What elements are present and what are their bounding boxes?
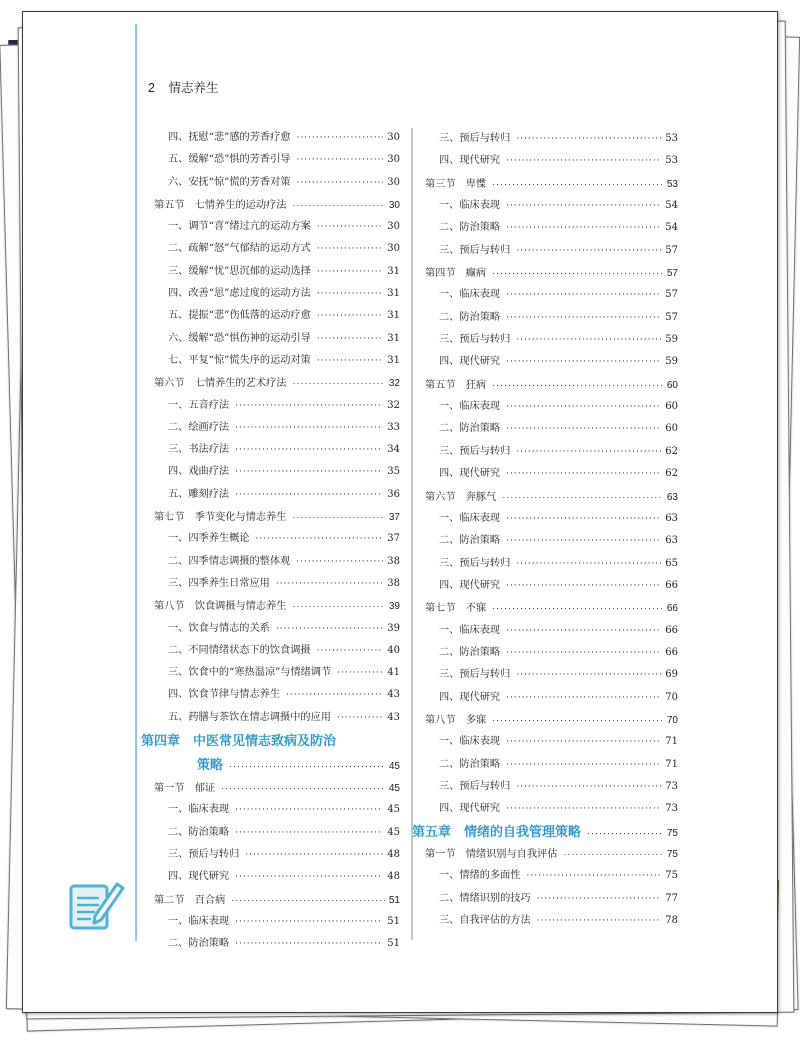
leader-dots (296, 172, 383, 194)
toc-item-row[interactable] (154, 238, 400, 260)
entry-title: 四、现代研究 (168, 871, 230, 883)
leader-dots (516, 776, 661, 798)
leader-dots (506, 195, 661, 217)
page-ref: 48 (387, 848, 400, 860)
entry-title: 第八节 饮食调摄与情志养生 (154, 601, 287, 613)
page-ref: 31 (387, 310, 400, 322)
leader-dots (516, 441, 661, 463)
page-ref: 75 (666, 849, 678, 860)
entry-title: 三、四季养生日常应用 (168, 577, 270, 589)
toc-item-row[interactable] (425, 553, 678, 575)
leader-dots (317, 216, 383, 238)
page-ref: 71 (665, 758, 678, 770)
entry-title: 三、自我评估的方法 (439, 915, 531, 927)
entry-title: 第一节 郁证 (154, 783, 216, 795)
toc-item-row[interactable] (154, 640, 400, 662)
leader-dots (317, 350, 383, 372)
page-ref: 75 (666, 827, 678, 839)
toc-item-row[interactable] (154, 172, 400, 194)
toc-item-row[interactable] (154, 484, 400, 506)
entry-title: 三、书法疗法 (168, 444, 230, 456)
entry-title: 六、安抚“惊”慌的芳香对策 (168, 176, 291, 188)
entry-title: 二、四季情志调摄的整体观 (168, 555, 291, 567)
page-ref: 45 (388, 761, 400, 773)
page-ref: 57 (666, 268, 678, 280)
notebook-pencil-icon (65, 872, 127, 934)
toc-section-row[interactable] (154, 889, 400, 911)
entry-title: 三、预后与转归 (439, 557, 511, 569)
entry-title: 第一节 情绪识别与自我评估 (425, 849, 558, 860)
page-ref: 37 (388, 512, 400, 524)
leader-dots (516, 553, 661, 575)
leader-dots (506, 508, 661, 530)
entry-title: 第六节 七情养生的艺术疗法 (154, 378, 287, 390)
leader-dots (276, 573, 383, 595)
toc-item-row[interactable] (154, 551, 400, 573)
page-ref: 31 (387, 265, 400, 277)
toc-section-row[interactable] (154, 595, 400, 617)
page-ref: 35 (387, 466, 400, 478)
chapter-heading[interactable] (141, 729, 400, 753)
leader-dots (286, 684, 383, 706)
entry-title: 二、绘画疗法 (168, 421, 230, 433)
chapter-title: 第四章 中医常见情志致病及防治 (141, 733, 337, 749)
leader-dots (235, 911, 383, 933)
page-ref: 73 (665, 780, 678, 792)
toc-page (22, 11, 778, 1013)
entry-title: 四、现代研究 (439, 356, 501, 368)
entry-title: 二、防治策略 (439, 423, 501, 435)
page-ref: 51 (388, 894, 400, 906)
entry-title: 第八节 多寐 (425, 714, 487, 726)
leader-dots (235, 933, 383, 955)
page-ref: 63 (665, 535, 678, 547)
entry-title: 四、现代研究 (439, 691, 501, 703)
toc-item-row[interactable] (154, 395, 400, 417)
page-ref: 57 (665, 311, 678, 323)
toc-item-row[interactable] (425, 463, 678, 485)
leader-dots (292, 595, 384, 617)
entry-title: 第七节 季节变化与情志养生 (154, 512, 287, 524)
leader-dots (506, 463, 661, 485)
page-ref: 31 (387, 288, 400, 300)
leader-dots (587, 822, 663, 844)
leader-dots (317, 261, 383, 283)
toc-item-row[interactable] (154, 127, 400, 149)
column-divider (411, 128, 413, 940)
entry-title: 第三节 卑惵 (425, 178, 487, 190)
page-ref: 60 (665, 423, 678, 435)
toc-section-row[interactable] (154, 194, 400, 216)
page-ref: 36 (387, 488, 400, 500)
leader-dots (292, 506, 384, 528)
toc-item-row[interactable] (154, 844, 400, 866)
entry-title: 三、预后与转归 (439, 244, 511, 256)
entry-title: 四、抚慰“悲”感的芳香疗愈 (168, 132, 291, 143)
page-ref: 70 (665, 691, 678, 703)
leader-dots (516, 329, 661, 351)
leader-dots (506, 217, 661, 239)
toc-item-row[interactable] (154, 417, 400, 439)
page-ref: 30 (387, 154, 400, 166)
entry-title: 五、雕刻疗法 (168, 488, 230, 500)
toc-item-row[interactable] (154, 283, 400, 305)
entry-title: 一、临床表现 (439, 624, 501, 636)
entry-title: 二、疏解“怒”气郁结的运动方式 (168, 243, 311, 255)
leader-dots (337, 707, 383, 729)
entry-title: 一、临床表现 (439, 200, 501, 212)
entry-title: 第五节 狂病 (425, 379, 487, 391)
leader-dots (492, 262, 663, 284)
chapter-title-cont: 策略 (197, 757, 224, 773)
entry-title: 一、临床表现 (439, 512, 501, 524)
leader-dots (506, 754, 661, 776)
page-ref: 70 (666, 714, 678, 726)
toc-item-row[interactable] (425, 754, 678, 776)
toc-section-row[interactable] (425, 709, 678, 731)
toc-item-row[interactable] (425, 240, 678, 262)
entry-title: 四、现代研究 (439, 155, 501, 167)
leader-dots (516, 664, 661, 686)
leader-dots (537, 910, 662, 932)
toc-item-row[interactable] (425, 687, 678, 709)
page-ref: 54 (665, 222, 678, 234)
leader-dots (506, 150, 661, 172)
leader-dots (235, 866, 383, 888)
entry-title: 一、临床表现 (168, 804, 230, 816)
leader-dots (235, 461, 383, 483)
toc-item-row[interactable] (154, 461, 400, 483)
leader-dots (502, 486, 663, 508)
toc-item-row[interactable] (425, 441, 678, 463)
entry-title: 三、饮食中的“寒热温凉”与情绪调节 (168, 667, 332, 679)
page-ref: 69 (665, 669, 678, 681)
running-header (148, 78, 218, 96)
toc-section-row[interactable] (425, 486, 678, 508)
leader-dots (296, 127, 383, 149)
page-ref: 38 (387, 555, 400, 567)
toc-item-row[interactable] (154, 822, 400, 844)
page-ref: 45 (388, 783, 400, 795)
toc-item-row[interactable] (154, 799, 400, 821)
leader-dots (235, 484, 383, 506)
page-ref: 31 (387, 354, 400, 366)
page-ref: 53 (665, 155, 678, 167)
leader-dots (317, 328, 383, 350)
leader-dots (506, 418, 661, 440)
toc-item-row[interactable] (425, 329, 678, 351)
toc-item-row[interactable] (154, 707, 400, 729)
toc-item-row[interactable] (425, 888, 678, 910)
toc-item-row[interactable] (425, 418, 678, 440)
page-ref: 65 (665, 557, 678, 569)
page-ref: 39 (387, 622, 400, 634)
entry-title: 一、临床表现 (168, 915, 230, 927)
entry-title: 五、提振“悲”伤低落的运动疗愈 (168, 310, 311, 322)
page-ref: 30 (387, 176, 400, 188)
toc-item-row[interactable] (154, 305, 400, 327)
leader-dots (235, 395, 383, 417)
book-title: 情志养生 (168, 81, 219, 95)
entry-title: 二、防治策略 (439, 646, 501, 658)
leader-dots (245, 844, 383, 866)
toc-item-row[interactable] (425, 798, 678, 820)
leader-dots (506, 642, 661, 664)
page-ref: 32 (388, 378, 400, 390)
leader-dots (231, 889, 385, 911)
entry-title: 二、不同情绪状态下的饮食调摄 (168, 644, 311, 656)
toc-item-row[interactable] (154, 618, 400, 640)
chapter-heading-continued[interactable] (141, 753, 400, 777)
toc-section-row[interactable] (425, 843, 678, 865)
page-ref: 66 (665, 624, 678, 636)
toc-item-row[interactable] (425, 128, 678, 150)
leader-dots (276, 618, 383, 640)
entry-title: 二、防治策略 (439, 311, 501, 323)
entry-title: 二、防治策略 (168, 938, 230, 950)
chapter-title: 第五章 情绪的自我管理策略 (412, 823, 582, 839)
entry-title: 一、情绪的多面性 (439, 870, 521, 882)
page-ref: 38 (387, 577, 400, 589)
toc-item-row[interactable] (425, 731, 678, 753)
toc-item-row[interactable] (154, 328, 400, 350)
leader-dots (506, 530, 661, 552)
toc-item-row[interactable] (154, 684, 400, 706)
leader-dots (506, 687, 661, 709)
page-ref: 75 (665, 870, 678, 882)
entry-title: 一、四季养生概论 (168, 533, 250, 545)
page-ref: 40 (387, 644, 400, 656)
page-ref: 60 (665, 401, 678, 413)
entry-title: 六、缓解“恐”惧伤神的运动引导 (168, 332, 311, 344)
entry-title: 三、预后与转归 (439, 445, 511, 457)
toc-section-row[interactable] (154, 777, 400, 799)
entry-title: 三、预后与转归 (439, 780, 511, 792)
entry-title: 一、调节“喜”绪过亢的运动方案 (168, 221, 311, 233)
page-ref: 31 (387, 332, 400, 344)
page-ref: 43 (387, 689, 400, 701)
toc-item-row[interactable] (425, 865, 678, 887)
page-ref: 59 (665, 334, 678, 346)
page-ref: 53 (666, 178, 678, 190)
page-ref: 51 (387, 938, 400, 950)
leader-dots (221, 777, 385, 799)
page-ref: 60 (666, 379, 678, 391)
entry-title: 四、现代研究 (439, 803, 501, 815)
toc-item-row[interactable] (425, 217, 678, 239)
toc-item-row[interactable] (154, 866, 400, 888)
toc-item-row[interactable] (425, 307, 678, 329)
page-ref: 41 (387, 667, 400, 679)
entry-title: 七、平复“惊”慌失序的运动对策 (168, 354, 311, 366)
leader-dots (337, 662, 383, 684)
page-ref: 62 (665, 445, 678, 457)
toc-item-row[interactable] (154, 573, 400, 595)
entry-title: 二、防治策略 (439, 222, 501, 234)
page-ref: 45 (387, 826, 400, 838)
toc-section-row[interactable] (425, 262, 678, 284)
page-ref: 30 (387, 243, 400, 255)
toc-item-row[interactable] (425, 195, 678, 217)
entry-title: 一、饮食与情志的关系 (168, 622, 270, 634)
toc-item-row[interactable] (425, 150, 678, 172)
entry-title: 三、预后与转归 (439, 669, 511, 681)
toc-item-row[interactable] (425, 396, 678, 418)
page-ref: 66 (666, 603, 678, 615)
page-ref: 43 (387, 711, 400, 723)
entry-title: 第四节 癫病 (425, 268, 487, 280)
page-ref: 30 (387, 132, 400, 143)
page-ref: 73 (665, 803, 678, 815)
leader-dots (317, 283, 383, 305)
entry-title: 五、缓解“恐”惧的芳香引导 (168, 154, 291, 166)
leader-dots (492, 173, 663, 195)
entry-title: 三、预后与转归 (439, 133, 511, 144)
entry-title: 四、饮食节律与情志养生 (168, 689, 281, 701)
page-ref: 53 (665, 133, 678, 144)
leader-dots (317, 238, 383, 260)
leader-dots (527, 865, 662, 887)
leader-dots (235, 799, 383, 821)
toc-item-row[interactable] (425, 620, 678, 642)
entry-title: 第五节 七情养生的运动疗法 (154, 199, 287, 211)
toc-item-row[interactable] (154, 439, 400, 461)
toc-column-right (412, 128, 678, 932)
leader-dots (235, 417, 383, 439)
toc-item-row[interactable] (154, 216, 400, 238)
entry-title: 一、临床表现 (439, 289, 501, 301)
leader-dots (292, 372, 384, 394)
leader-dots (563, 843, 662, 865)
leader-dots (537, 888, 662, 910)
leader-dots (492, 374, 663, 396)
page-ref: 51 (387, 915, 400, 927)
leader-dots (492, 597, 663, 619)
toc-item-row[interactable] (154, 933, 400, 955)
page-ref: 66 (665, 646, 678, 658)
entry-title: 五、药膳与茶饮在情志调摄中的应用 (168, 711, 331, 723)
leader-dots (506, 798, 661, 820)
page-ref: 37 (387, 533, 400, 545)
leader-dots (506, 575, 661, 597)
toc-item-row[interactable] (154, 149, 400, 171)
entry-title: 四、戏曲疗法 (168, 466, 230, 478)
leader-dots (506, 351, 661, 373)
page-ref: 63 (666, 491, 678, 503)
leader-dots (292, 194, 384, 216)
toc-item-row[interactable] (425, 642, 678, 664)
leader-dots (296, 551, 383, 573)
toc-section-row[interactable] (154, 506, 400, 528)
page-ref: 34 (387, 444, 400, 456)
toc-item-row[interactable] (425, 910, 678, 932)
margin-rule (135, 24, 137, 941)
toc-item-row[interactable] (154, 911, 400, 933)
leader-dots (296, 149, 383, 171)
leader-dots (492, 709, 663, 731)
toc-column-left (141, 127, 400, 955)
leader-dots (506, 731, 661, 753)
toc-item-row[interactable] (154, 350, 400, 372)
page-ref: 57 (665, 289, 678, 301)
entry-title: 二、情绪识别的技巧 (439, 892, 531, 904)
leader-dots (229, 754, 385, 778)
page-ref: 30 (387, 221, 400, 233)
page-ref: 77 (665, 892, 678, 904)
page-ref: 66 (665, 579, 678, 591)
entry-title: 第二节 百合病 (154, 894, 226, 906)
entry-title: 四、改善“思”虑过度的运动方法 (168, 288, 311, 300)
chapter-heading[interactable] (412, 821, 678, 843)
page-ref: 39 (388, 601, 400, 613)
toc-section-row[interactable] (425, 597, 678, 619)
page-ref: 59 (665, 356, 678, 368)
toc-item-row[interactable] (154, 528, 400, 550)
toc-item-row[interactable] (425, 530, 678, 552)
page-ref: 32 (387, 399, 400, 411)
entry-title: 四、现代研究 (439, 579, 501, 591)
entry-title: 一、五音疗法 (168, 399, 230, 411)
entry-title: 四、现代研究 (439, 468, 501, 480)
toc-item-row[interactable] (154, 662, 400, 684)
leader-dots (506, 620, 661, 642)
entry-title: 一、临床表现 (439, 401, 501, 413)
page-ref: 78 (665, 915, 678, 927)
page-ref: 33 (387, 421, 400, 433)
toc-item-row[interactable] (425, 351, 678, 373)
page-ref: 71 (665, 736, 678, 748)
entry-title: 第七节 不寐 (425, 603, 487, 615)
page-ref: 54 (665, 200, 678, 212)
toc-item-row[interactable] (425, 664, 678, 686)
leader-dots (506, 396, 661, 418)
page-ref: 48 (387, 871, 400, 883)
leader-dots (506, 284, 661, 306)
toc-item-row[interactable] (425, 776, 678, 798)
leader-dots (235, 822, 383, 844)
leader-dots (506, 307, 661, 329)
toc-item-row[interactable] (425, 575, 678, 597)
leader-dots (516, 128, 661, 150)
entry-title: 二、防治策略 (439, 535, 501, 547)
page-number: 2 (148, 81, 155, 95)
page-ref: 30 (388, 199, 400, 211)
leader-dots (317, 640, 384, 662)
toc-section-row[interactable] (425, 374, 678, 396)
entry-title: 第六节 奔豚气 (425, 491, 497, 503)
toc-item-row[interactable] (425, 508, 678, 530)
leader-dots (516, 240, 661, 262)
page-ref: 62 (665, 468, 678, 480)
entry-title: 二、防治策略 (439, 758, 501, 770)
toc-section-row[interactable] (154, 372, 400, 394)
leader-dots (256, 528, 384, 550)
toc-item-row[interactable] (154, 261, 400, 283)
entry-title: 一、临床表现 (439, 736, 501, 748)
page-ref: 45 (387, 804, 400, 816)
entry-title: 二、防治策略 (168, 826, 230, 838)
toc-item-row[interactable] (425, 284, 678, 306)
page-ref: 63 (665, 512, 678, 524)
entry-title: 三、预后与转归 (439, 334, 511, 346)
toc-section-row[interactable] (425, 173, 678, 195)
page-ref: 57 (665, 244, 678, 256)
leader-dots (317, 305, 383, 327)
entry-title: 三、预后与转归 (168, 848, 240, 860)
leader-dots (235, 439, 383, 461)
entry-title: 三、缓解“忧”思沉郁的运动选择 (168, 265, 311, 277)
